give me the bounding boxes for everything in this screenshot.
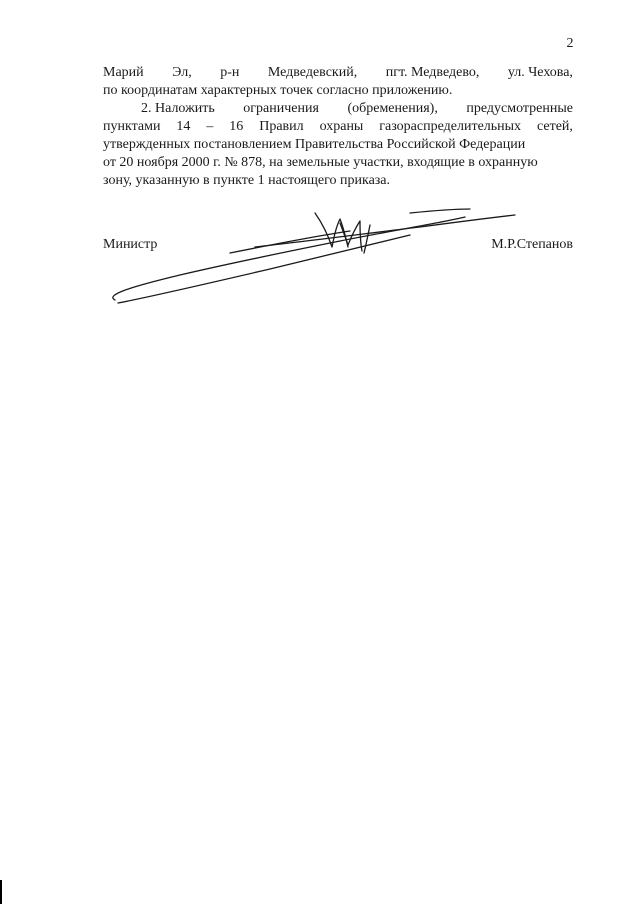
word: 2. Наложить [141,101,215,116]
paragraph1-line1 [103,64,573,82]
signature-block [103,236,573,256]
word: – [206,119,214,134]
paragraph2-line2 [103,118,573,136]
handwritten-signature [110,205,530,310]
signer-title: Министр [103,237,158,252]
paragraph2-line3: утвержденных постановлением Правительства Российской Федерации [103,137,526,152]
word: Эл, [172,65,192,80]
word: Медведевский, [267,65,358,80]
scan-edge-mark [0,880,2,904]
page-number: 2 [566,36,574,51]
word: Правил [259,119,304,134]
word: (обременения), [347,101,438,116]
word: сетей, [537,119,573,134]
word: ул. Чехова, [507,65,573,80]
paragraph2-line4: от 20 ноября 2000 г. № 878, на земельные участки, входящие в охранную [103,155,538,170]
word: газораспределительных [379,119,522,134]
word: пгт. Медведево, [385,65,480,80]
document-body [103,64,573,190]
word: предусмотренные [466,101,573,116]
paragraph1-line2: по координатам характерных точек согласно приложению. [103,83,453,98]
word: Марий [103,65,144,80]
paragraph2-line1 [103,100,573,118]
word: р-н [220,65,240,80]
word: 14 [176,119,191,134]
word: ограничения [243,101,319,116]
word: 16 [229,119,244,134]
signer-name: М.Р.Степанов [491,237,573,252]
word: охраны [319,119,364,134]
word: пунктами [103,119,161,134]
paragraph2-line5: зону, указанную в пункте 1 настоящего приказа. [103,173,391,188]
